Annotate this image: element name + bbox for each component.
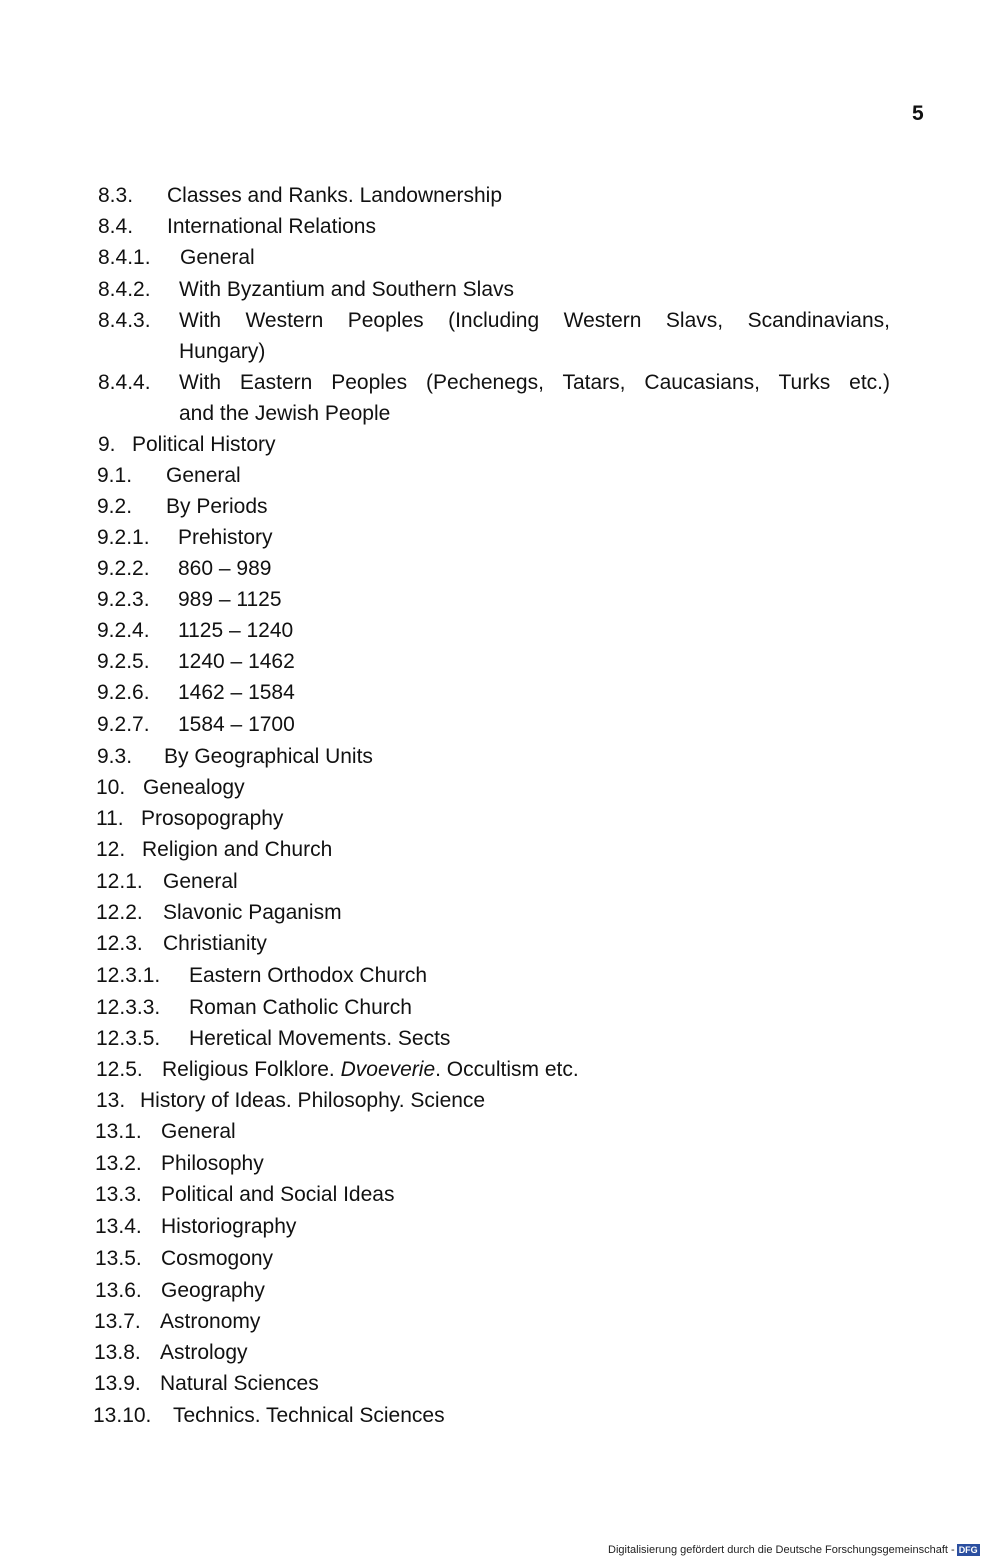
entry-title: Prehistory <box>178 526 273 549</box>
entry-title: Heretical Movements. Sects <box>189 1027 451 1050</box>
entry-title: History of Ideas. Philosophy. Science <box>140 1089 486 1112</box>
page-number: 5 <box>912 102 924 125</box>
entry-title: Geography <box>161 1279 265 1302</box>
entry-number: 13.4. <box>95 1215 142 1238</box>
entry-title-part: . Occultism etc. <box>435 1058 579 1081</box>
entry-title: Political History <box>132 433 276 456</box>
entry-number: 13.1. <box>95 1120 142 1143</box>
entry-number: 13.6. <box>95 1279 142 1302</box>
digitization-credit <box>608 1544 980 1556</box>
entry-title: Technics. Technical Sciences <box>173 1404 445 1427</box>
entry-number: 9.2.5. <box>97 650 150 673</box>
entry-title: Religion and Church <box>142 838 333 861</box>
entry-title: Philosophy <box>161 1152 264 1175</box>
entry-title: With Byzantium and Southern Slavs <box>179 278 514 301</box>
entry-number: 9. <box>98 433 116 456</box>
entry-title: General <box>161 1120 236 1143</box>
entry-number: 13.3. <box>95 1183 142 1206</box>
entry-number: 12.3. <box>96 932 143 955</box>
entry-number: 9.2.1. <box>97 526 150 549</box>
entry-title-continuation: Hungary) <box>179 340 266 363</box>
entry-title: By Periods <box>166 495 268 518</box>
entry-title: Cosmogony <box>161 1247 274 1270</box>
entry-title-part: Religious Folklore. <box>162 1058 335 1081</box>
entry-number: 13.7. <box>94 1310 141 1333</box>
entry-number: 8.4.2. <box>98 278 151 301</box>
entry-title: Astronomy <box>160 1310 261 1333</box>
dfg-logo: DFG <box>958 1545 978 1556</box>
entry-title-italic: Dvoeverie <box>340 1058 436 1081</box>
entry-number: 8.3. <box>98 184 134 207</box>
entry-number: 9.2.7. <box>97 713 150 736</box>
entry-number: 13. <box>96 1089 126 1112</box>
entry-title-continuation: and the Jewish People <box>179 402 391 425</box>
footer-text: Digitalisierung gefördert durch die Deutsche Forschungsgemeinschaft - <box>608 1544 955 1556</box>
entry-number: 8.4. <box>98 215 134 238</box>
entry-number: 12.5. <box>96 1058 143 1081</box>
entry-number: 13.2. <box>95 1152 142 1175</box>
entry-title: Slavonic Paganism <box>163 901 342 924</box>
entry-title: Prosopography <box>141 807 284 830</box>
entry-number: 9.2.6. <box>97 681 150 704</box>
entry-title: General <box>180 246 255 269</box>
entry-title: Natural Sciences <box>160 1372 319 1395</box>
entry-number: 12.3.3. <box>96 996 161 1019</box>
entry-number: 10. <box>96 776 126 799</box>
entry-number: 9.2.4. <box>97 619 150 642</box>
entry-title: With Western Peoples (Including Western Slavs, Scandinavians, <box>179 309 890 332</box>
entry-title: By Geographical Units <box>164 745 373 768</box>
entry-title: Astrology <box>160 1341 248 1364</box>
entry-number: 9.1. <box>97 464 133 487</box>
entry-number: 13.5. <box>95 1247 142 1270</box>
entry-number: 12.3.1. <box>96 964 161 987</box>
entry-number: 13.9. <box>94 1372 141 1395</box>
entry-number: 12.2. <box>96 901 143 924</box>
entry-title: Historiography <box>161 1215 297 1238</box>
entry-number: 12.3.5. <box>96 1027 161 1050</box>
entry-number: 9.3. <box>97 745 133 768</box>
entry-number: 13.10. <box>93 1404 152 1427</box>
entry-title: International Relations <box>167 215 376 238</box>
entry-number: 11. <box>96 807 124 830</box>
entry-title: 1462 – 1584 <box>178 681 295 704</box>
entry-title: Christianity <box>163 932 267 955</box>
entry-number: 12.1. <box>96 870 143 893</box>
entry-title: Classes and Ranks. Landownership <box>167 184 503 207</box>
entry-number: 8.4.4. <box>98 371 151 394</box>
entry-title: Eastern Orthodox Church <box>189 964 428 987</box>
entry-number: 8.4.1. <box>98 246 151 269</box>
entry-title: 989 – 1125 <box>178 588 282 611</box>
entry-title: Political and Social Ideas <box>161 1183 395 1206</box>
entry-title <box>162 1058 579 1082</box>
entry-number: 9.2.3. <box>97 588 150 611</box>
entry-title: 1584 – 1700 <box>178 713 295 736</box>
entry-number: 12. <box>96 838 126 861</box>
entry-title: 1240 – 1462 <box>178 650 295 673</box>
entry-title: 1125 – 1240 <box>178 619 294 642</box>
entry-title: 860 – 989 <box>178 557 272 580</box>
entry-number: 9.2. <box>97 495 133 518</box>
entry-title: General <box>166 464 241 487</box>
entry-title: With Eastern Peoples (Pechenegs, Tatars, Caucasians, Turks etc.) <box>179 371 890 394</box>
entry-title: Roman Catholic Church <box>189 996 412 1019</box>
entry-title: General <box>163 870 238 893</box>
entry-number: 9.2.2. <box>97 557 150 580</box>
entry-title: Genealogy <box>143 776 245 799</box>
entry-number: 13.8. <box>94 1341 141 1364</box>
entry-number: 8.4.3. <box>98 309 151 332</box>
